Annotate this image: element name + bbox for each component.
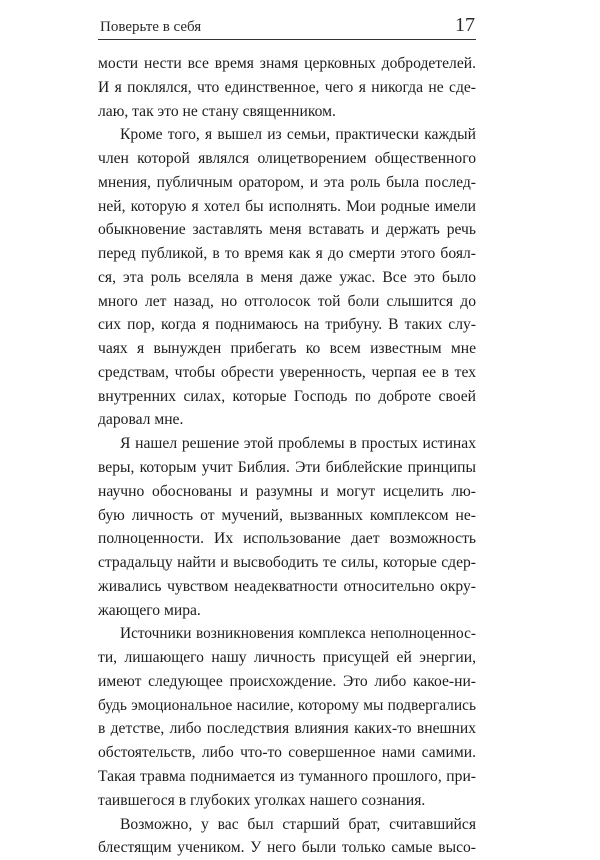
body-text bbox=[98, 52, 476, 860]
text-line: Возможно, у вас был старший брат, считавшийся bbox=[120, 815, 476, 833]
text-line: Я нашел решение этой проблемы в простых истинах bbox=[120, 435, 476, 453]
text-line: бую личность от мучений, вызванных комплексом не- bbox=[98, 506, 476, 524]
text-line: жающего мира. bbox=[98, 601, 201, 619]
text-line: веры, которым учит Библия. Эти библейские принципы bbox=[98, 459, 476, 477]
running-header bbox=[98, 0, 476, 40]
text-line: чаях я вынужден прибегать ко всем известным мне bbox=[98, 340, 476, 358]
text-line: сих пор, когда я поднимаюсь на трибуну. В таких слу- bbox=[98, 316, 476, 334]
text-line: мости нести все время знамя церковных добродетелей. bbox=[98, 55, 476, 72]
text-line: имеют следующее происхождение. Это либо какое-ни- bbox=[98, 672, 476, 690]
page-number: 17 bbox=[455, 14, 475, 36]
text-line: лаю, так это не стану священником. bbox=[98, 102, 336, 120]
text-line: таившегося в глубоких уголках нашего сознания. bbox=[98, 791, 426, 809]
text-line: Источники возникновения комплекса неполноценнос- bbox=[120, 625, 476, 643]
text-line: научно обоснованы и разумны и могут исцелить лю- bbox=[98, 482, 476, 500]
text-line: страдальцу найти и высвободить те силы, которые сдер- bbox=[98, 554, 476, 572]
text-line: внутренних силах, которые Господь по доброте своей bbox=[98, 387, 476, 405]
text-line: в детстве, либо последствия влияния каких-то внешних bbox=[98, 720, 476, 738]
text-line: перед публикой, в то время как я до смерти этого боял- bbox=[98, 245, 476, 263]
text-line: ся, эта роль вселяла в меня даже ужас. Все это было bbox=[98, 268, 476, 286]
text-line: живались чувством неадекватности относительно окру- bbox=[98, 577, 476, 595]
text-line: обстоятельств, либо что-то совершенное нами самими. bbox=[98, 744, 476, 762]
text-line: блестящим учеником. У него были только самые высо- bbox=[98, 839, 476, 857]
text-line: даровал мне. bbox=[98, 411, 184, 429]
text-line: мнения, публичным оратором, и эта роль была послед- bbox=[98, 173, 476, 191]
text-line: средствам, чтобы обрести уверенность, черпая ее в тех bbox=[98, 363, 476, 381]
text-line: ней, которую я хотел бы исполнять. Мои родные имели bbox=[98, 197, 476, 215]
text-line: будь эмоциональное насилие, которому мы подвергались bbox=[98, 696, 476, 714]
text-line: И я поклялся, что единственное, чего я никогда не сде- bbox=[98, 78, 476, 96]
text-line: обыкновение заставлять меня вставать и держать речь bbox=[98, 221, 476, 239]
text-line: Кроме того, я вышел из семьи, практически каждый bbox=[120, 126, 476, 144]
text-line: много лет назад, но отголосок той боли слышится до bbox=[98, 292, 476, 310]
text-line: член которой являлся олицетворением общественного bbox=[98, 150, 476, 168]
book-page bbox=[98, 0, 476, 857]
text-line: Такая травма поднимается из туманного прошлого, при- bbox=[98, 767, 476, 785]
text-line: полноценности. Их использование дает возможность bbox=[98, 530, 476, 548]
header-rule bbox=[98, 39, 476, 40]
running-title: Поверьте в себя bbox=[100, 19, 202, 35]
text-line: ти, лишающего нашу личность присущей ей энергии, bbox=[98, 649, 476, 667]
